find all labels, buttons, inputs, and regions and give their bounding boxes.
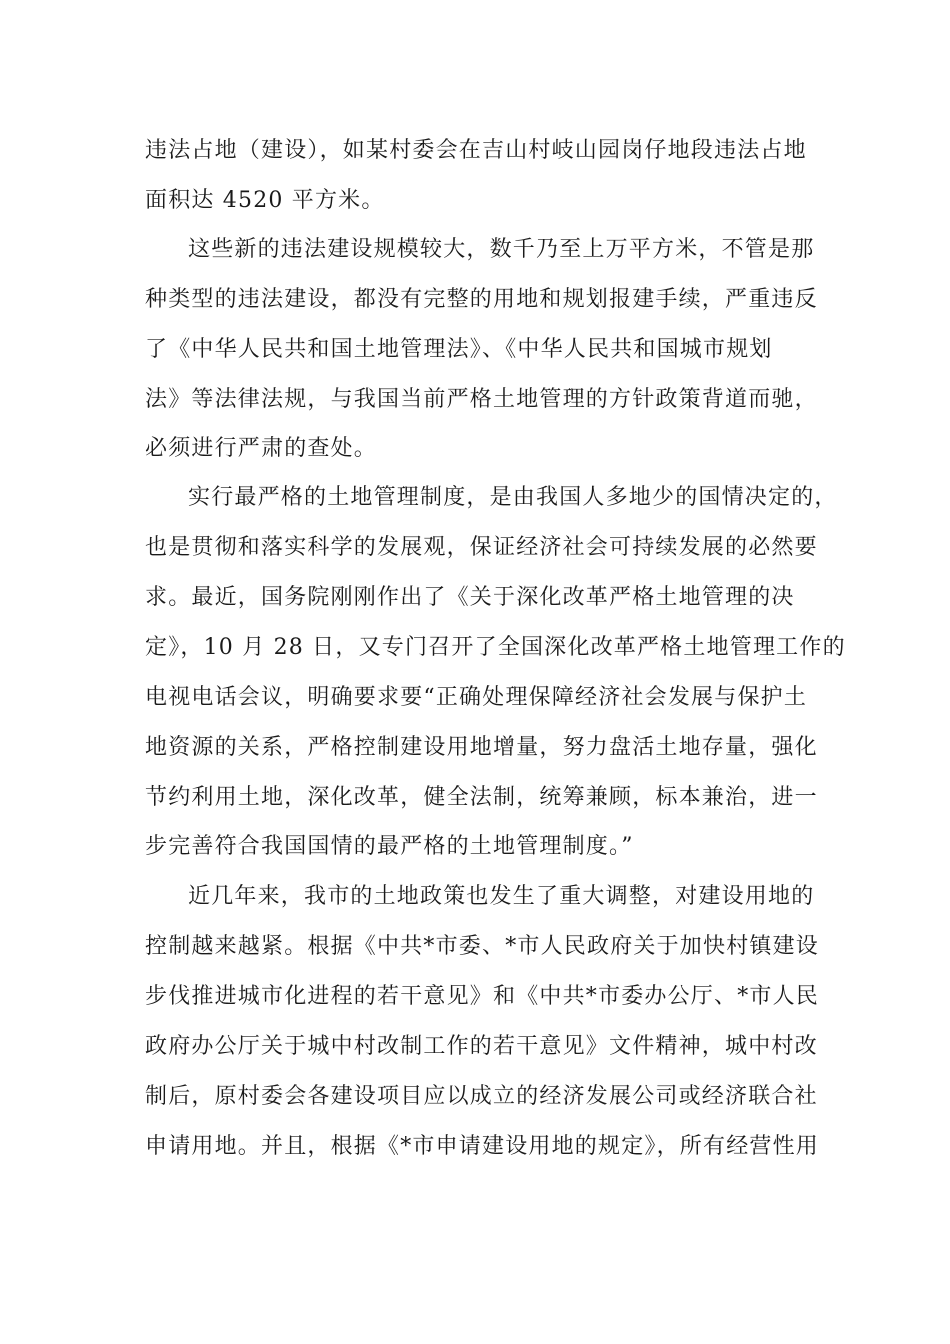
text-line-6: 法》等法律法规，与我国当前严格土地管理的方针政策背道而驰， — [145, 387, 818, 412]
paragraph-start-line: 实行最严格的土地管理制度，是由我国人多地少的国情决定的， — [188, 485, 838, 510]
text-line-7: 必须进行严肃的查处。 — [145, 436, 378, 461]
text-line-1: 违法占地（建设），如某村委会在吉山村岐山园岗仔地段违法占地 — [145, 138, 807, 163]
text-line-2: 面积达 4520 平方米。 — [145, 188, 385, 213]
text-line-14: 节约利用土地，深化改革，健全法制，统筹兼顾，标本兼治，进一 — [145, 785, 818, 810]
text-line-12: 电视电话会议，明确要求要“正确处理保障经济社会发展与保护土 — [145, 685, 808, 710]
text-line-9: 也是贯彻和落实科学的发展观，保证经济社会可持续发展的必然要 — [145, 535, 818, 560]
text-line-5: 了《中华人民共和国土地管理法》、《中华人民共和国城市规划 — [145, 337, 773, 362]
paragraph-start-line: 近几年来，我市的土地政策也发生了重大调整，对建设用地的 — [188, 884, 815, 909]
text-line-10: 求。最近，国务院刚刚作出了《关于深化改革严格土地管理的决 — [145, 585, 795, 610]
text-line-20: 制后，原村委会各建设项目应以成立的经济发展公司或经济联合社 — [145, 1084, 818, 1109]
text-line-13: 地资源的关系，严格控制建设用地增量，努力盘活土地存量，强化 — [145, 735, 818, 760]
text-line-15: 步完善符合我国国情的最严格的土地管理制度。” — [145, 834, 634, 859]
text-line-11: 定》，10 月 28 日，又专门召开了全国深化改革严格土地管理工作的 — [145, 635, 846, 660]
text-line-17: 控制越来越紧。根据《中共*市委、*市人民政府关于加快村镇建设 — [145, 934, 820, 959]
paragraph-start-line: 这些新的违法建设规模较大，数千乃至上万平方米，不管是那 — [188, 237, 815, 262]
text-line-21: 申请用地。并且，根据《*市申请建设用地的规定》，所有经营性用 — [145, 1134, 820, 1159]
text-line-19: 政府办公厅关于城中村改制工作的若干意见》文件精神，城中村改 — [145, 1034, 818, 1059]
text-line-18: 步伐推进城市化进程的若干意见》和《中共*市委办公厅、*市人民 — [145, 984, 820, 1009]
text-line-4: 种类型的违法建设，都没有完整的用地和规划报建手续，严重违反 — [145, 287, 818, 312]
